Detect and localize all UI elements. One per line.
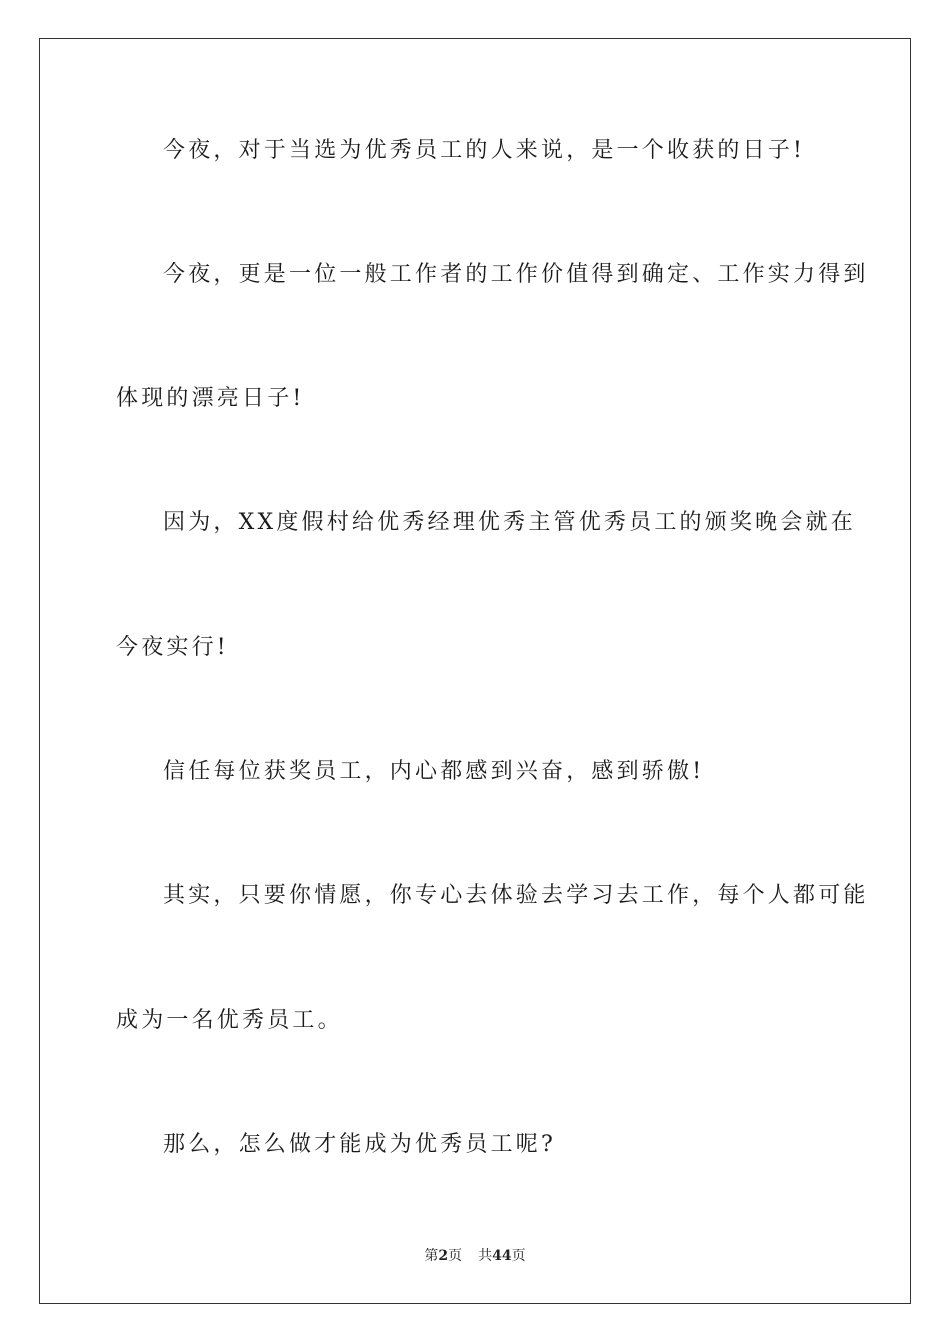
page-number: 2 — [438, 1248, 449, 1264]
page-frame — [39, 38, 911, 1304]
total-prefix: 共 — [478, 1248, 493, 1264]
page-prefix: 第 — [424, 1248, 439, 1264]
paragraph-line: 体现的漂亮日子! — [116, 386, 305, 411]
paragraph-line: 今夜，对于当选为优秀员工的人来说，是一个收获的日子! — [163, 138, 806, 163]
page-suffix: 页 — [448, 1248, 463, 1264]
paragraph-line: 成为一名优秀员工。 — [116, 1008, 343, 1033]
paragraph-line: 今夜，更是一位一般工作者的工作价值得到确定、工作实力得到 — [163, 262, 869, 287]
total-suffix: 页 — [511, 1248, 526, 1264]
paragraph-line: 今夜实行! — [116, 635, 229, 660]
page-footer — [0, 1246, 950, 1266]
paragraph-line: 其实，只要你情愿，你专心去体验去学习去工作，每个人都可能 — [163, 883, 869, 908]
total-pages: 44 — [492, 1248, 512, 1264]
paragraph-line: 那么，怎么做才能成为优秀员工呢? — [163, 1132, 556, 1157]
paragraph-line: 信任每位获奖员工，内心都感到兴奋，感到骄傲! — [163, 759, 705, 784]
paragraph-line: 因为，XX度假村给优秀经理优秀主管优秀员工的颁奖晚会就在 — [163, 510, 856, 535]
